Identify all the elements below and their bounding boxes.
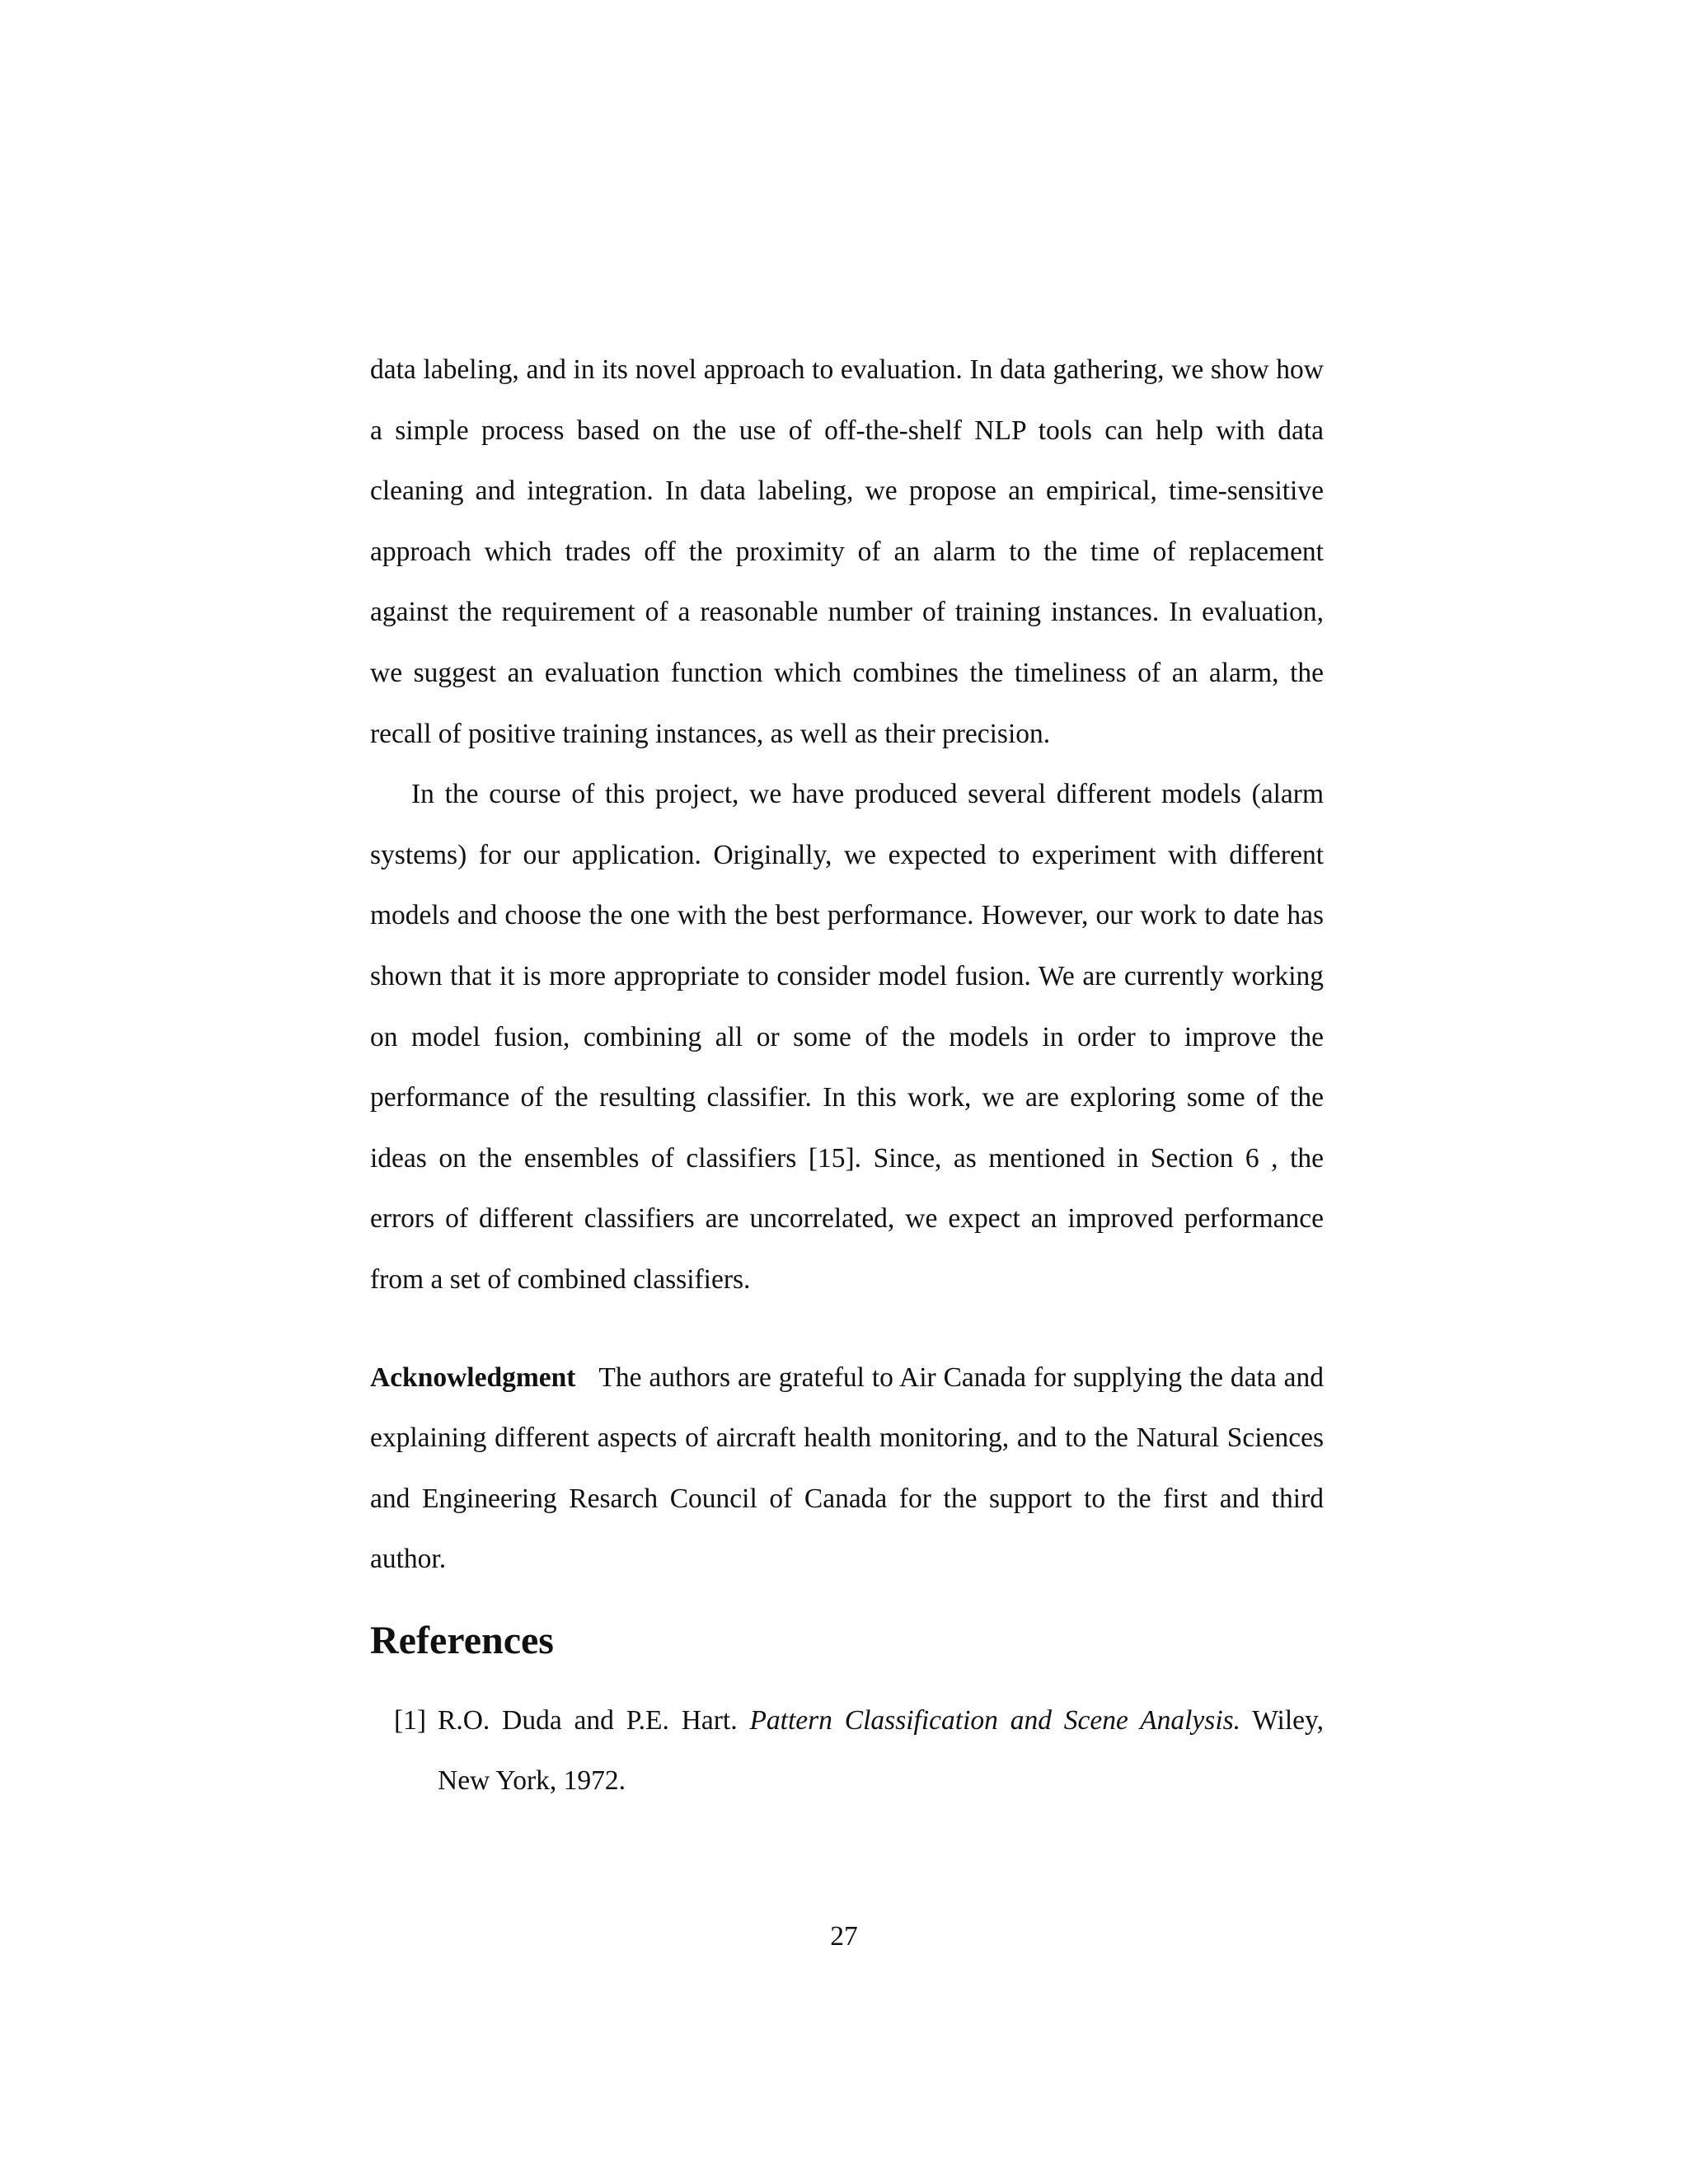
reference-label: [1] (393, 1704, 426, 1736)
references-heading: References (370, 1618, 554, 1662)
paragraph-summary: data labeling, and in its novel approach to evaluation. In data gathering, we show how a simple process based on the use of off-the-shelf NLP tools can help with data cleaning and integration. In data labeling, we propose an empirical, time-sensitive approach which trades off the proximity of an alarm to the time of replacement against the requirement of a reasonable number of training instances. In evaluation, we suggest an evaluation function which combines the timeliness of an alarm, the recall of positive training instances, as well as their precision. (370, 354, 1324, 749)
reference-publisher: Wiley, New York, 1972. (438, 1704, 1324, 1797)
reference-authors: R.O. Duda and P.E. Hart. (438, 1704, 738, 1736)
reference-title: Pattern Classification and Scene Analysis. (749, 1704, 1241, 1736)
page-number: 27 (830, 1921, 858, 1952)
paragraph-model-fusion: In the course of this project, we have produced several different models (alarm systems) for our application. Originally, we expected to experiment with different models and choose the one with the best performance. However, our work to date has shown that it is more appropriate to consider model fusion. We are currently working on model fusion, combining all or some of the models in order to improve the performance of the resulting classifier. In this work, we are exploring some of the ideas on the ensembles of classifiers [15]. Since, as mentioned in Section 6 , the errors of different classifiers are uncorrelated, we expect an improved performance from a set of combined classifiers. (370, 779, 1324, 1295)
reference-text (426, 1690, 1324, 1811)
reference-item (370, 1690, 1324, 1811)
acknowledgment-title: Acknowledgment (370, 1361, 576, 1393)
acknowledgment-text: The authors are grateful to Air Canada for supplying the data and explaining different aspects of aircraft health monitoring, and to the Natural Sciences and Engineering Resarch Council of Canada for the support to the first and third author. (370, 1361, 1324, 1575)
acknowledgment-paragraph (370, 1347, 1324, 1590)
body-text (370, 340, 1324, 1811)
